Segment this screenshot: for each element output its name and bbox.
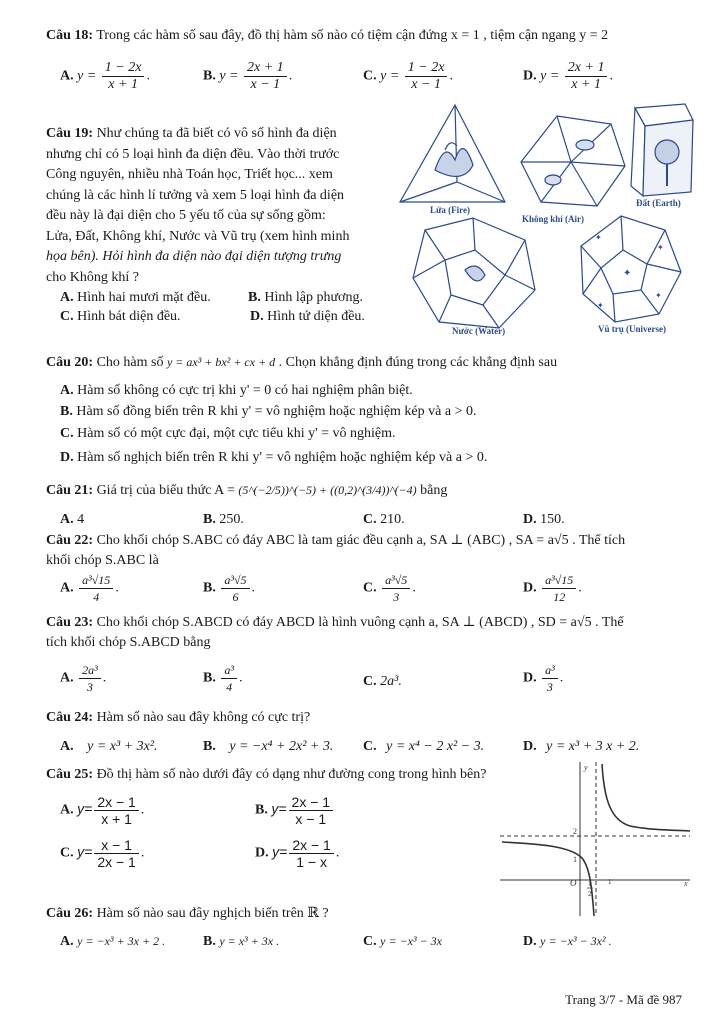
option-text: 210.	[380, 512, 405, 527]
option-fraction	[244, 60, 287, 93]
denominator: 3	[546, 680, 553, 694]
question-text-line: họa bên). Hỏi hình đa diện nào đại diện tượng trưng	[46, 249, 342, 264]
denominator: 6	[232, 590, 239, 604]
option-letter: B.	[203, 670, 216, 686]
cube-earth-figure	[631, 104, 693, 196]
numerator: x − 1	[94, 837, 139, 854]
option-letter: C.	[363, 580, 377, 596]
option-prefix: y =	[219, 68, 239, 84]
denominator: 3	[86, 680, 93, 694]
option-21c[interactable]	[363, 510, 405, 530]
numerator: 2a³	[79, 662, 101, 679]
hyperbola-graph	[500, 758, 696, 918]
option-19d[interactable]	[250, 307, 365, 327]
option-letter: B.	[203, 512, 216, 527]
question-label: Câu 18:	[46, 28, 94, 43]
option-letter: A.	[60, 290, 74, 305]
tetrahedron-fire-figure	[400, 105, 505, 202]
dodecahedron-universe-figure	[581, 216, 681, 322]
question-text: Hàm số nào sau đây nghịch biến trên ℝ ?	[96, 906, 329, 921]
option-18b[interactable]: B. y = $\frac{2x + 1}{x - 1}$ .	[203, 60, 293, 92]
option-letter: A.	[60, 68, 74, 84]
svg-text:✦: ✦	[657, 243, 664, 252]
question-21	[46, 480, 684, 501]
option-26b[interactable]	[203, 931, 279, 952]
option-letter: C.	[60, 309, 74, 324]
option-letter: C.	[363, 934, 377, 949]
question-19	[46, 124, 391, 288]
question-25	[46, 765, 564, 785]
question-label: Câu 24:	[46, 710, 94, 725]
option-text: Hàm số không có cực trị khi y' = 0 có hai nghiệm phân biệt.	[77, 383, 413, 398]
numerator: a³√5	[221, 572, 249, 589]
question-text: bằng	[420, 483, 448, 498]
question-text: Giá trị của biểu thức A =	[96, 483, 235, 498]
x-half-den: 2	[588, 890, 592, 898]
option-text: y = x³ + 3x².	[87, 739, 158, 754]
option-fraction	[94, 837, 139, 870]
question-label: Câu 23:	[46, 615, 94, 630]
question-22	[46, 531, 684, 571]
numerator: 2x + 1	[565, 60, 608, 77]
option-text: y = −x⁴ + 2x² + 3.	[229, 739, 334, 754]
numerator: a³√15	[79, 572, 113, 589]
numerator: a³√5	[382, 572, 410, 589]
question-text-line: Như chúng ta đã biết có vô số hình đa diện	[96, 126, 337, 141]
option-22b[interactable]: B. $\frac{\text{a³√5}}{6}$ .	[203, 573, 256, 604]
option-letter: D.	[523, 739, 537, 754]
question-text: Đồ thị hàm số nào dưới đây có dạng như đường cong trong hình bên?	[96, 767, 487, 782]
option-text: y = x⁴ − 2 x² − 3.	[386, 739, 485, 754]
question-label: Câu 25:	[46, 767, 94, 782]
question-label: Câu 19:	[46, 126, 94, 141]
option-fraction	[102, 60, 145, 93]
page-footer: Trang 3/7 - Mã đề 987	[565, 992, 682, 1007]
option-fraction	[289, 837, 334, 870]
option-letter: A.	[60, 670, 74, 686]
question-text-line: nhưng chỉ có 5 loại hình đa diện đều. Vào thời trước	[46, 146, 340, 162]
question-text-line: Lửa, Đất, Không khí, Nước và Vũ trụ (xem hình minh	[46, 228, 350, 244]
option-25a[interactable]: A. y= $\frac{2x - 1}{x + 1}$ .	[60, 794, 145, 827]
option-20c[interactable]	[60, 424, 396, 444]
option-letter: D.	[523, 580, 537, 596]
question-text: tích khối chóp S.ABCD bằng	[46, 635, 211, 650]
denominator: x + 1	[101, 811, 132, 827]
option-fraction	[542, 662, 558, 695]
svg-text:✦: ✦	[655, 291, 662, 300]
option-text: 150.	[540, 512, 565, 527]
numerator: 2x + 1	[244, 60, 287, 77]
option-letter: B.	[248, 290, 261, 305]
denominator: x + 1	[108, 77, 138, 92]
question-text: Cho khối chóp S.ABCD có đáy ABCD là hình vuông cạnh a, SA ⊥ (ABCD) , SD = a√5 . Thể	[96, 615, 624, 630]
option-letter: B.	[60, 404, 73, 419]
question-18	[46, 26, 684, 46]
denominator: x − 1	[411, 77, 441, 92]
question-label: Câu 21:	[46, 483, 94, 498]
denominator: x + 1	[571, 77, 601, 92]
denominator: x − 1	[295, 811, 327, 827]
denominator: 12	[553, 590, 566, 604]
option-letter: D.	[523, 670, 537, 686]
option-letter: C.	[363, 512, 377, 527]
y-value-2: 2	[573, 827, 577, 836]
question-label: Câu 20:	[46, 355, 94, 370]
option-fraction	[289, 794, 334, 827]
water-label: Nước (Water)	[452, 326, 506, 336]
option-fraction	[94, 794, 139, 827]
option-23c[interactable]	[363, 672, 402, 692]
option-letter: A.	[60, 802, 74, 818]
option-letter: D.	[60, 450, 74, 465]
universe-label: Vũ trụ (Universe)	[598, 324, 666, 334]
option-24d[interactable]	[523, 737, 639, 757]
origin-label: O	[570, 878, 577, 888]
option-23d[interactable]: D. $\frac{\text{a³}}{3}$ .	[523, 663, 564, 694]
option-prefix: y =	[77, 68, 97, 84]
function-expression: y = ax³ + bx² + cx + d	[166, 355, 276, 369]
option-fraction	[405, 60, 448, 93]
option-text: y = x³ + 3 x + 2.	[546, 739, 640, 754]
option-text: y = −x³ − 3x	[380, 934, 442, 948]
question-text-line: Công nguyên, nhiều nhà Toán học, Triết học... xem	[46, 167, 333, 182]
option-letter: C.	[363, 739, 377, 754]
option-24b[interactable]	[203, 737, 333, 757]
option-letter: A.	[60, 739, 74, 754]
option-18d[interactable]: D. y = $\frac{2x + 1}{x + 1}$ .	[523, 60, 613, 92]
option-letter: D.	[255, 845, 269, 861]
numerator: a³	[542, 662, 558, 679]
question-text: khối chóp S.ABC là	[46, 553, 159, 568]
option-19a[interactable]	[60, 288, 211, 308]
denominator: 2x − 1	[97, 854, 136, 870]
option-22a[interactable]: A. $\frac{\text{a³√15}}{4}$ .	[60, 573, 119, 604]
option-fraction	[221, 572, 249, 605]
option-letter: C.	[363, 674, 377, 689]
denominator: 3	[393, 590, 400, 604]
question-20	[46, 352, 684, 373]
option-letter: D.	[523, 512, 537, 527]
option-text: y = −x³ + 3x + 2 .	[77, 934, 166, 948]
fire-label: Lửa (Fire)	[430, 205, 470, 215]
option-letter: B.	[203, 68, 216, 84]
option-fraction	[221, 662, 237, 695]
denominator: 4	[226, 680, 233, 694]
numerator: a³√15	[542, 572, 576, 589]
option-21d[interactable]	[523, 510, 565, 530]
svg-text:✦: ✦	[623, 268, 632, 279]
option-letter: B.	[203, 739, 216, 754]
earth-label: Đất (Earth)	[636, 198, 681, 208]
option-text: 4	[77, 512, 85, 527]
option-text: y = −x³ − 3x² .	[540, 934, 612, 948]
option-25d[interactable]: D. y= $\frac{2x - 1}{1 - x}$ .	[255, 837, 340, 870]
option-text: y = x³ + 3x .	[219, 934, 280, 948]
question-26	[46, 904, 684, 924]
question-text: Hàm số nào sau đây không có cực trị?	[96, 710, 311, 725]
denominator: 4	[93, 590, 100, 604]
question-23	[46, 613, 684, 653]
option-text: Hình lập phương.	[264, 290, 363, 305]
option-22d[interactable]: D. $\frac{\text{a³√15}}{12}$ .	[523, 573, 582, 604]
question-text: Trong các hàm số sau đây, đồ thị hàm số nào có tiệm cận đứng x = 1 , tiệm cận ngang y = 2	[96, 28, 609, 43]
option-letter: C.	[60, 845, 74, 861]
option-text: Hàm số nghịch biến trên R khi y' = vô nghiệm hoặc nghiệm kép và a > 0.	[77, 450, 488, 465]
option-letter: A.	[60, 580, 74, 596]
option-letter: C.	[363, 68, 377, 84]
numerator: 1 − 2x	[405, 60, 448, 77]
svg-text:✦: ✦	[597, 301, 604, 310]
option-18c[interactable]: C. y = $\frac{1 - 2x}{x - 1}$ .	[363, 60, 453, 92]
question-text-line: cho Không khí ?	[46, 269, 139, 285]
numerator: 2x − 1	[289, 837, 334, 854]
option-text: 2a³.	[380, 674, 402, 689]
option-text: Hàm số đồng biến trên R khi y' = vô nghiệm hoặc nghiệm kép và a > 0.	[76, 404, 477, 419]
option-letter: B.	[203, 580, 216, 596]
option-26a[interactable]	[60, 931, 165, 952]
option-prefix: y =	[380, 68, 400, 84]
numerator: 1 − 2x	[102, 60, 145, 77]
option-19c[interactable]	[60, 307, 181, 327]
question-label: Câu 22:	[46, 533, 94, 548]
question-label: Câu 26:	[46, 906, 94, 921]
question-text: . Chọn khẳng định đúng trong các khẳng định sau	[278, 355, 558, 370]
option-fraction	[382, 572, 410, 605]
option-25c[interactable]: C. y= $\frac{x - 1}{2x - 1}$ .	[60, 837, 145, 870]
option-26d[interactable]	[523, 931, 612, 952]
option-25b[interactable]: B. y= $\frac{2x - 1}{x - 1}$	[255, 794, 335, 827]
option-text: Hàm số có một cực đại, một cực tiểu khi y' = vô nghiệm.	[77, 426, 396, 441]
option-19b[interactable]	[248, 288, 363, 308]
option-21b[interactable]	[203, 510, 244, 530]
option-26c[interactable]	[363, 931, 442, 952]
option-text: Hình hai mươi mặt đều.	[77, 290, 211, 305]
option-20a[interactable]	[60, 381, 413, 401]
option-letter: A.	[60, 934, 74, 949]
option-24c[interactable]	[363, 737, 484, 757]
numerator: 2x − 1	[289, 794, 334, 811]
option-letter: D.	[523, 934, 537, 949]
icosahedron-water-figure	[413, 218, 535, 328]
option-text: Hình bát diện đều.	[77, 309, 181, 324]
air-label: Không khí (Air)	[522, 214, 585, 224]
option-letter: C.	[60, 426, 74, 441]
expression: (5^(−2/5))^(−5) + ((0,2)^(3/4))^(−4)	[238, 483, 417, 497]
option-fraction	[79, 662, 101, 695]
option-24a[interactable]	[60, 737, 158, 757]
denominator: 1 − x	[296, 854, 327, 870]
option-fraction	[542, 572, 576, 605]
option-23b[interactable]: B. $\frac{\text{a³}}{4}$ .	[203, 663, 243, 694]
svg-text:✦: ✦	[595, 233, 602, 242]
question-text-line: đều này là đại diện cho 5 yếu tố của sự sống gồm:	[46, 208, 326, 223]
option-prefix: y =	[540, 68, 560, 84]
numerator: a³	[221, 662, 237, 679]
question-text-line: chúng là các hình lí tưởng và xem 5 loại hình đa diện	[46, 187, 345, 203]
denominator: x − 1	[250, 77, 281, 92]
numerator: 2x − 1	[94, 794, 139, 811]
option-text: Hình tứ diện đều.	[267, 309, 365, 324]
y-value-1: 1	[573, 855, 577, 864]
option-22c[interactable]: C. $\frac{\text{a³√5}}{3}$ .	[363, 573, 416, 604]
option-letter: A.	[60, 383, 74, 398]
option-text: 250.	[219, 512, 244, 527]
option-letter: A.	[60, 512, 74, 527]
option-letter: D.	[250, 309, 264, 324]
option-23a[interactable]: A. $\frac{\text{2a³}}{3}$ .	[60, 663, 107, 694]
option-20b[interactable]	[60, 402, 476, 422]
octahedron-air-figure	[521, 116, 625, 206]
y-axis-label: y	[584, 763, 588, 772]
x-axis-label: x	[684, 879, 688, 888]
x-half-num: 1	[588, 880, 592, 888]
question-text: Cho hàm số	[96, 355, 164, 370]
option-20d[interactable]	[60, 448, 487, 468]
x-value-1: 1	[608, 878, 612, 886]
option-letter: D.	[523, 68, 537, 84]
question-24	[46, 708, 684, 728]
option-21a[interactable]	[60, 510, 84, 530]
option-letter: B.	[203, 934, 216, 949]
option-letter: B.	[255, 802, 268, 818]
option-fraction	[79, 572, 113, 605]
option-fraction	[565, 60, 608, 93]
question-text: Cho khối chóp S.ABC có đáy ABC là tam giác đều cạnh a, SA ⊥ (ABC) , SA = a√5 . Thể tích	[96, 533, 626, 548]
option-18a[interactable]: A. y = $\frac{1 - 2x}{x + 1}$ .	[60, 60, 150, 92]
